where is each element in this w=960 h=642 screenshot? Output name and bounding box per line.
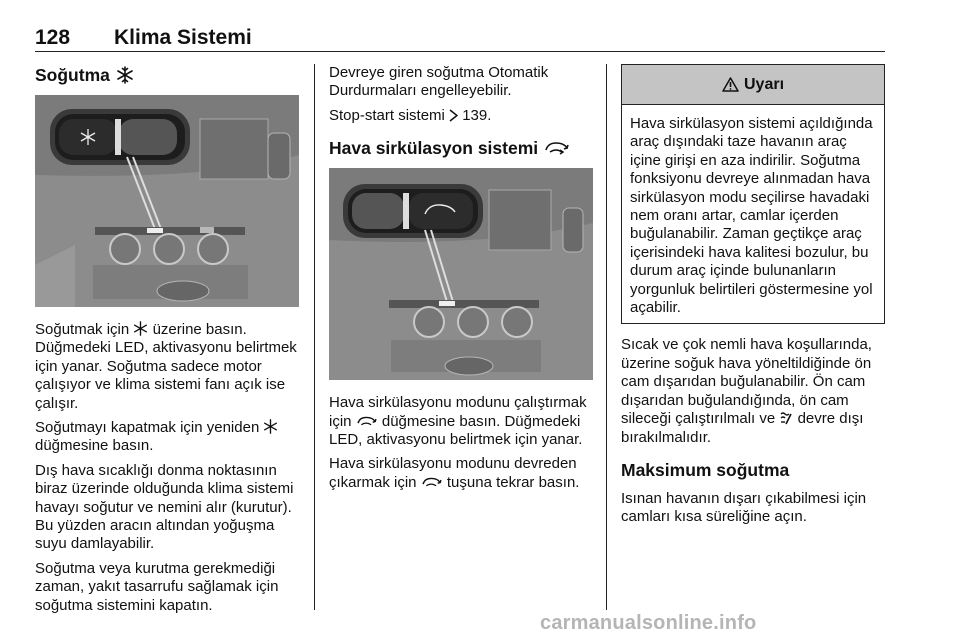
page-reference-arrow-icon	[449, 109, 458, 122]
figure-ac-button	[35, 95, 299, 307]
paragraph: Stop-start sistemi 139.	[329, 106, 492, 124]
section-heading-cooling: Soğutma	[35, 64, 299, 86]
column-divider	[314, 64, 315, 610]
warning-title: Uyarı	[743, 75, 785, 93]
column-2	[329, 64, 593, 498]
watermark: carmanualsonline.info	[540, 612, 757, 634]
page-header	[35, 24, 885, 52]
section-heading-max-cooling: Maksimum soğutma	[621, 459, 790, 480]
column-3	[621, 64, 885, 533]
section-heading-recirculation: Hava sirkülasyon sistemi	[329, 137, 593, 159]
paragraph: Devreye giren soğutma Otomatik Durdurmaları engelleyebilir.	[329, 64, 549, 100]
snowflake-icon	[133, 321, 148, 336]
dashboard-illustration	[329, 168, 593, 380]
dashboard-illustration	[35, 95, 299, 307]
paragraph: Soğutmayı kapatmak için yeniden düğmesine basın.	[35, 419, 299, 456]
paragraph: Hava sirkülasyonu modunu devreden çıkarmak için tuşuna tekrar basın.	[329, 455, 580, 491]
defrost-icon	[779, 411, 793, 425]
paragraph: Isınan havanın dışarı çıkabilmesi için camları kısa süreliğine açın.	[621, 489, 867, 526]
warning-text: Hava sirkülasyon sistemi açıldığında araç dışındaki taze havanın araç içine girişi en aza indirilir. Soğutma fonksiyonu devreye alınmadan hava sirkülasyon modu seçilirse havadaki nem oranı artar, camlar içerden buğulanabilir. Zaman geçtikçe araç içerisindeki hava kalitesi bozulur, bu durum araç içinde bulunanların yorgunluk belirtileri göstermesine yol açabilir.	[630, 115, 873, 317]
snowflake-icon	[116, 66, 134, 84]
paragraph: Soğutma veya kurutma gerekmediği zaman, yakıt tasarrufu sağlamak için soğutma sistemini kapatın.	[35, 559, 279, 614]
chapter-title: Klima Sistemi	[114, 26, 252, 49]
recirculation-icon	[544, 140, 570, 156]
recirculation-icon	[421, 476, 443, 489]
warning-box	[621, 64, 885, 324]
page-number: 128	[35, 26, 71, 49]
paragraph: Sıcak ve çok nemli hava koşullarında, üzerine soğuk hava yöneltildiğinde ön cam dışarıdan buğulanabilir. Ön cam dışarıdan buğulandığında, ön cam sileceği çalıştırılmalı ve devre dışı bırakılmalıdır.	[621, 336, 872, 446]
paragraph: Hava sirkülasyonu modunu çalıştırmak için düğmesine basın. Düğmedeki LED, aktivasyonu belirtmek için yanar.	[329, 394, 587, 449]
column-divider	[606, 64, 607, 610]
column-1	[35, 64, 299, 621]
paragraph: Dış hava sıcaklığı donma noktasının biraz üzerinde olduğunda klima sistemi havayı soğutur ve nemini alır (kurutur). Bu yüzden aracın altından yoğuşma suyu damlayabilir.	[35, 461, 294, 553]
warning-triangle-icon	[722, 77, 739, 92]
recirculation-icon	[356, 415, 378, 428]
paragraph: Soğutmak için üzerine basın. Düğmedeki LED, aktivasyonu belirtmek için yanar. Soğutma sadece motor çalışıyor ve klima sistemi fanı açık ise çalışır.	[35, 321, 297, 412]
figure-recirculation-button	[329, 168, 593, 380]
warning-body	[622, 105, 884, 323]
snowflake-icon	[263, 419, 278, 434]
warning-header	[622, 65, 884, 105]
